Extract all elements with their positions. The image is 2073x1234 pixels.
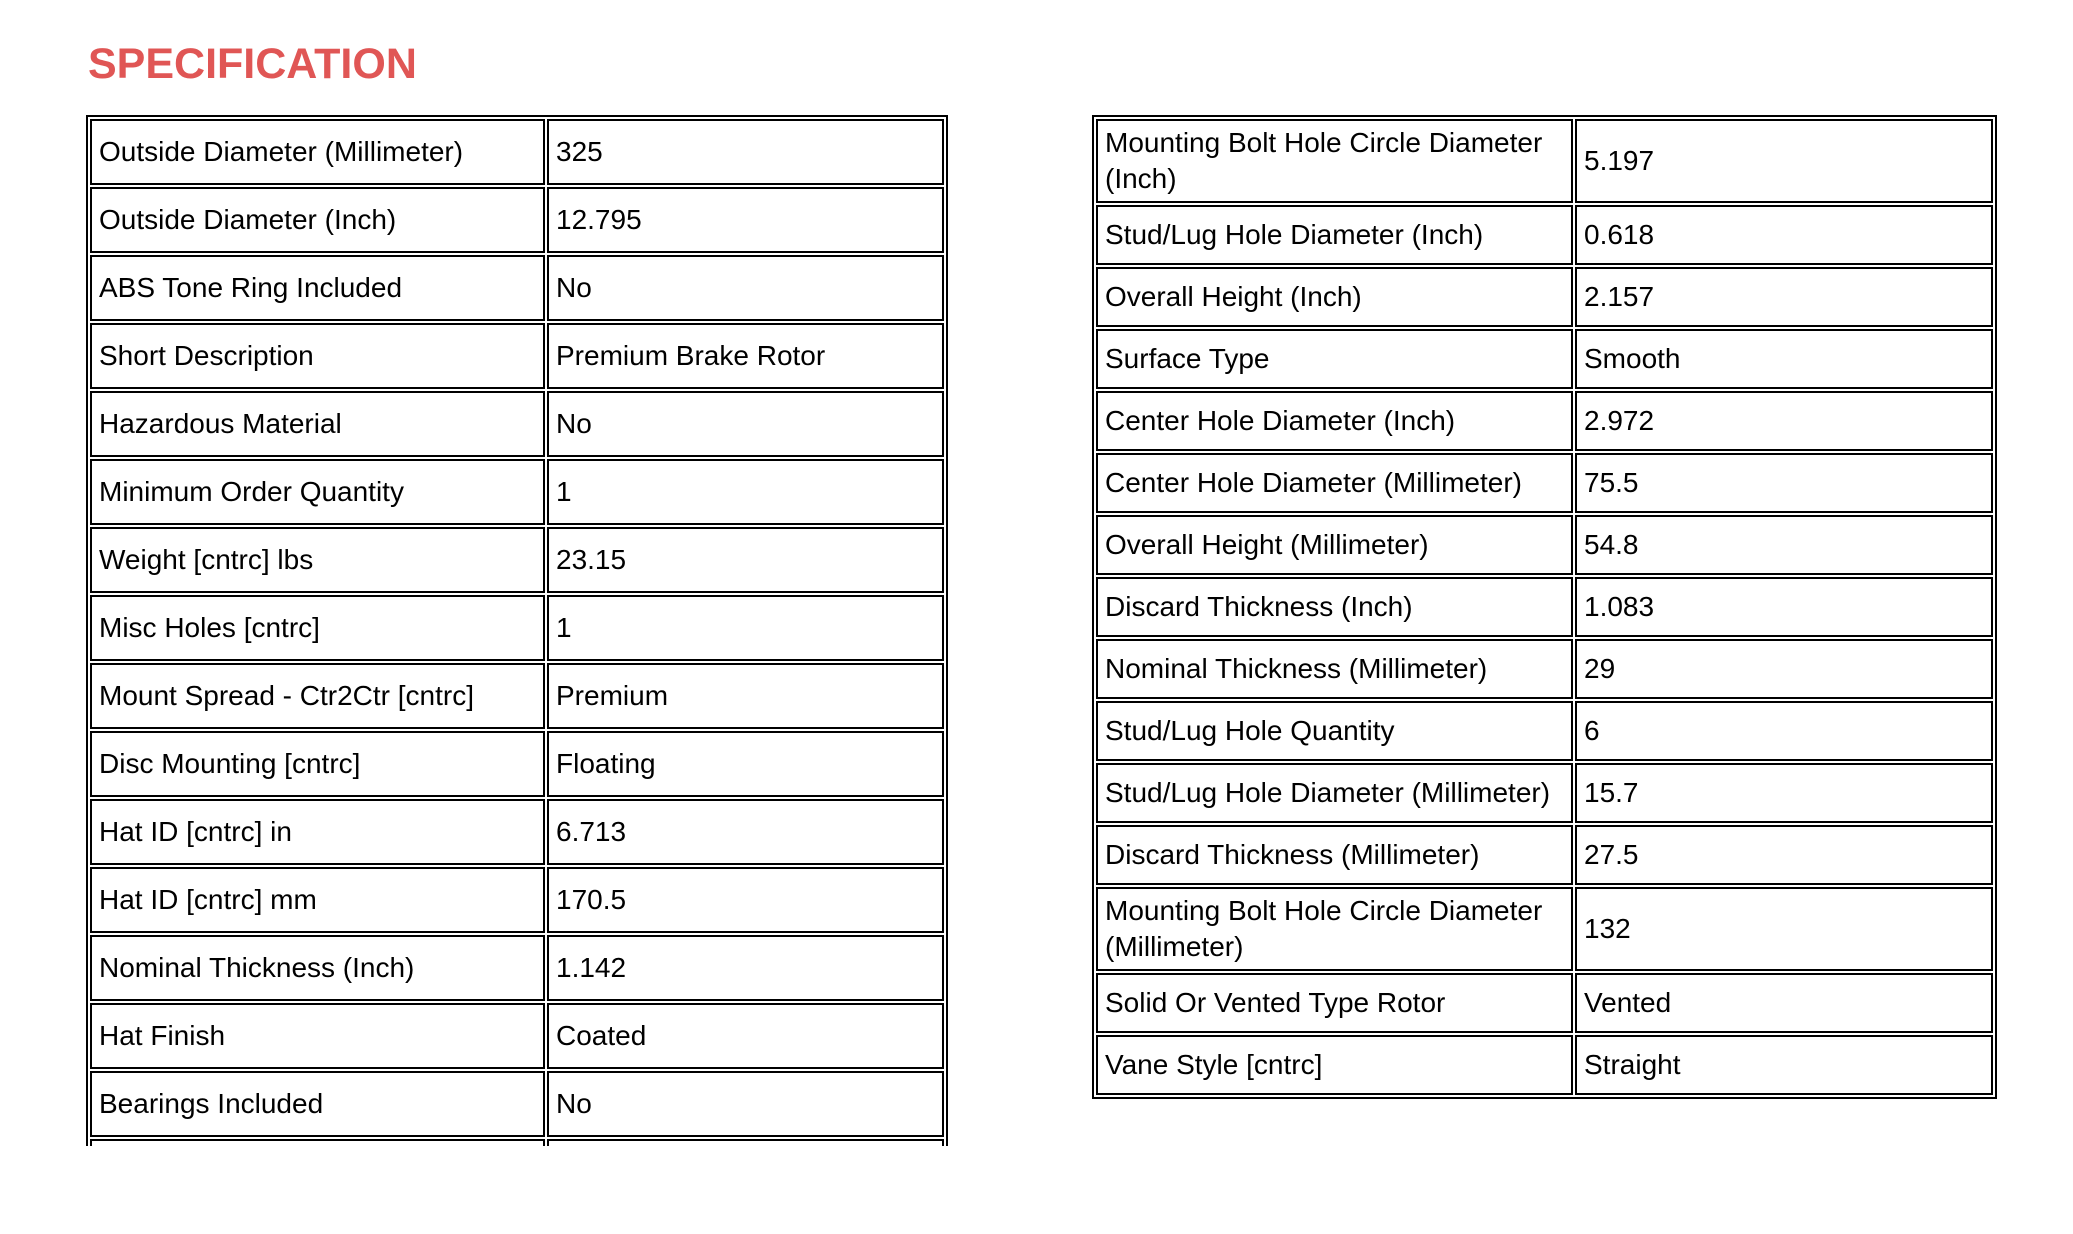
spec-row [90, 459, 944, 525]
spec-label: Stud/Lug Hole Diameter (Millimeter) [1096, 763, 1573, 823]
spec-value: 75.5 [1575, 453, 1993, 513]
spec-row [1096, 391, 1993, 451]
spec-label: Center Hole Diameter (Millimeter) [1096, 453, 1573, 513]
spec-label: Weight [cntrc] lbs [90, 527, 545, 593]
spec-value: 27.5 [1575, 825, 1993, 885]
specification-heading: SPECIFICATION [88, 40, 417, 88]
spec-value: 170.5 [547, 867, 944, 933]
spec-row [90, 935, 944, 1001]
spec-value: No [547, 391, 944, 457]
spec-value: 12.795 [547, 187, 944, 253]
spec-label: Hat ID [cntrc] in [90, 799, 545, 865]
spec-row [90, 391, 944, 457]
spec-row [90, 595, 944, 661]
spec-value: 54.8 [1575, 515, 1993, 575]
spec-table-right-container [1092, 115, 1997, 1099]
spec-value: 6 [1575, 701, 1993, 761]
spec-table-left-container [86, 115, 956, 1146]
spec-row [1096, 1035, 1993, 1095]
spec-label: Overall Height (Millimeter) [1096, 515, 1573, 575]
spec-label: Outside Diameter (Millimeter) [90, 119, 545, 185]
spec-value: 1 [547, 595, 944, 661]
spec-row [1096, 639, 1993, 699]
spec-label: Hat ID [cntrc] mm [90, 867, 545, 933]
spec-value: Premium [547, 663, 944, 729]
spec-label: Short Description [90, 323, 545, 389]
spec-label: Minimum Order Quantity [90, 459, 545, 525]
spec-value: 29 [1575, 639, 1993, 699]
spec-label: Hazardous Material [90, 391, 545, 457]
spec-row [1096, 973, 1993, 1033]
spec-label: Mounting Bolt Hole Circle Diameter (Millimeter) [1096, 887, 1573, 971]
spec-label: Disc Mounting [cntrc] [90, 731, 545, 797]
spec-label: Nominal Thickness (Millimeter) [1096, 639, 1573, 699]
spec-row [1096, 119, 1993, 203]
spec-row [90, 731, 944, 797]
spec-row [90, 527, 944, 593]
spec-label: Discard Thickness (Inch) [1096, 577, 1573, 637]
spec-label: Misc Holes [cntrc] [90, 595, 545, 661]
spec-value: No [547, 1071, 944, 1137]
spec-label: Discard Thickness (Millimeter) [1096, 825, 1573, 885]
spec-label: Center Hole Diameter (Inch) [1096, 391, 1573, 451]
spec-row [90, 187, 944, 253]
spec-label: Outside Diameter (Inch) [90, 187, 545, 253]
clipped-cell [547, 1139, 944, 1146]
spec-label: Vane Style [cntrc] [1096, 1035, 1573, 1095]
spec-row [90, 799, 944, 865]
spec-row [90, 1003, 944, 1069]
spec-value: 1.083 [1575, 577, 1993, 637]
spec-value: Floating [547, 731, 944, 797]
spec-label: Hat Finish [90, 1003, 545, 1069]
spec-value: 2.972 [1575, 391, 1993, 451]
spec-value: 1.142 [547, 935, 944, 1001]
spec-row [1096, 329, 1993, 389]
spec-value: 0.618 [1575, 205, 1993, 265]
spec-table-right [1092, 115, 1997, 1099]
spec-value: 23.15 [547, 527, 944, 593]
spec-value: No [547, 255, 944, 321]
spec-row [1096, 825, 1993, 885]
spec-value: Vented [1575, 973, 1993, 1033]
spec-label: Overall Height (Inch) [1096, 267, 1573, 327]
spec-value: 132 [1575, 887, 1993, 971]
spec-value: Straight [1575, 1035, 1993, 1095]
spec-label: Stud/Lug Hole Quantity [1096, 701, 1573, 761]
spec-value: 15.7 [1575, 763, 1993, 823]
spec-label: Stud/Lug Hole Diameter (Inch) [1096, 205, 1573, 265]
spec-row [90, 867, 944, 933]
spec-value: Premium Brake Rotor [547, 323, 944, 389]
clipped-row [90, 1139, 944, 1146]
spec-label: Mount Spread - Ctr2Ctr [cntrc] [90, 663, 545, 729]
spec-table-left [86, 115, 948, 1146]
spec-row [1096, 205, 1993, 265]
spec-row [90, 663, 944, 729]
spec-label: ABS Tone Ring Included [90, 255, 545, 321]
spec-label: Bearings Included [90, 1071, 545, 1137]
spec-row [1096, 515, 1993, 575]
spec-value: 5.197 [1575, 119, 1993, 203]
spec-label: Surface Type [1096, 329, 1573, 389]
spec-row [90, 1071, 944, 1137]
spec-value: Coated [547, 1003, 944, 1069]
spec-label: Mounting Bolt Hole Circle Diameter (Inch) [1096, 119, 1573, 203]
spec-row [1096, 701, 1993, 761]
spec-row [90, 323, 944, 389]
spec-value: 325 [547, 119, 944, 185]
spec-row [1096, 267, 1993, 327]
spec-row [90, 119, 944, 185]
spec-label: Solid Or Vented Type Rotor [1096, 973, 1573, 1033]
spec-value: Smooth [1575, 329, 1993, 389]
spec-value: 6.713 [547, 799, 944, 865]
spec-row [1096, 887, 1993, 971]
spec-row [90, 255, 944, 321]
spec-value: 2.157 [1575, 267, 1993, 327]
spec-row [1096, 577, 1993, 637]
spec-label: Nominal Thickness (Inch) [90, 935, 545, 1001]
spec-row [1096, 763, 1993, 823]
spec-value: 1 [547, 459, 944, 525]
spec-row [1096, 453, 1993, 513]
clipped-cell [90, 1139, 545, 1146]
